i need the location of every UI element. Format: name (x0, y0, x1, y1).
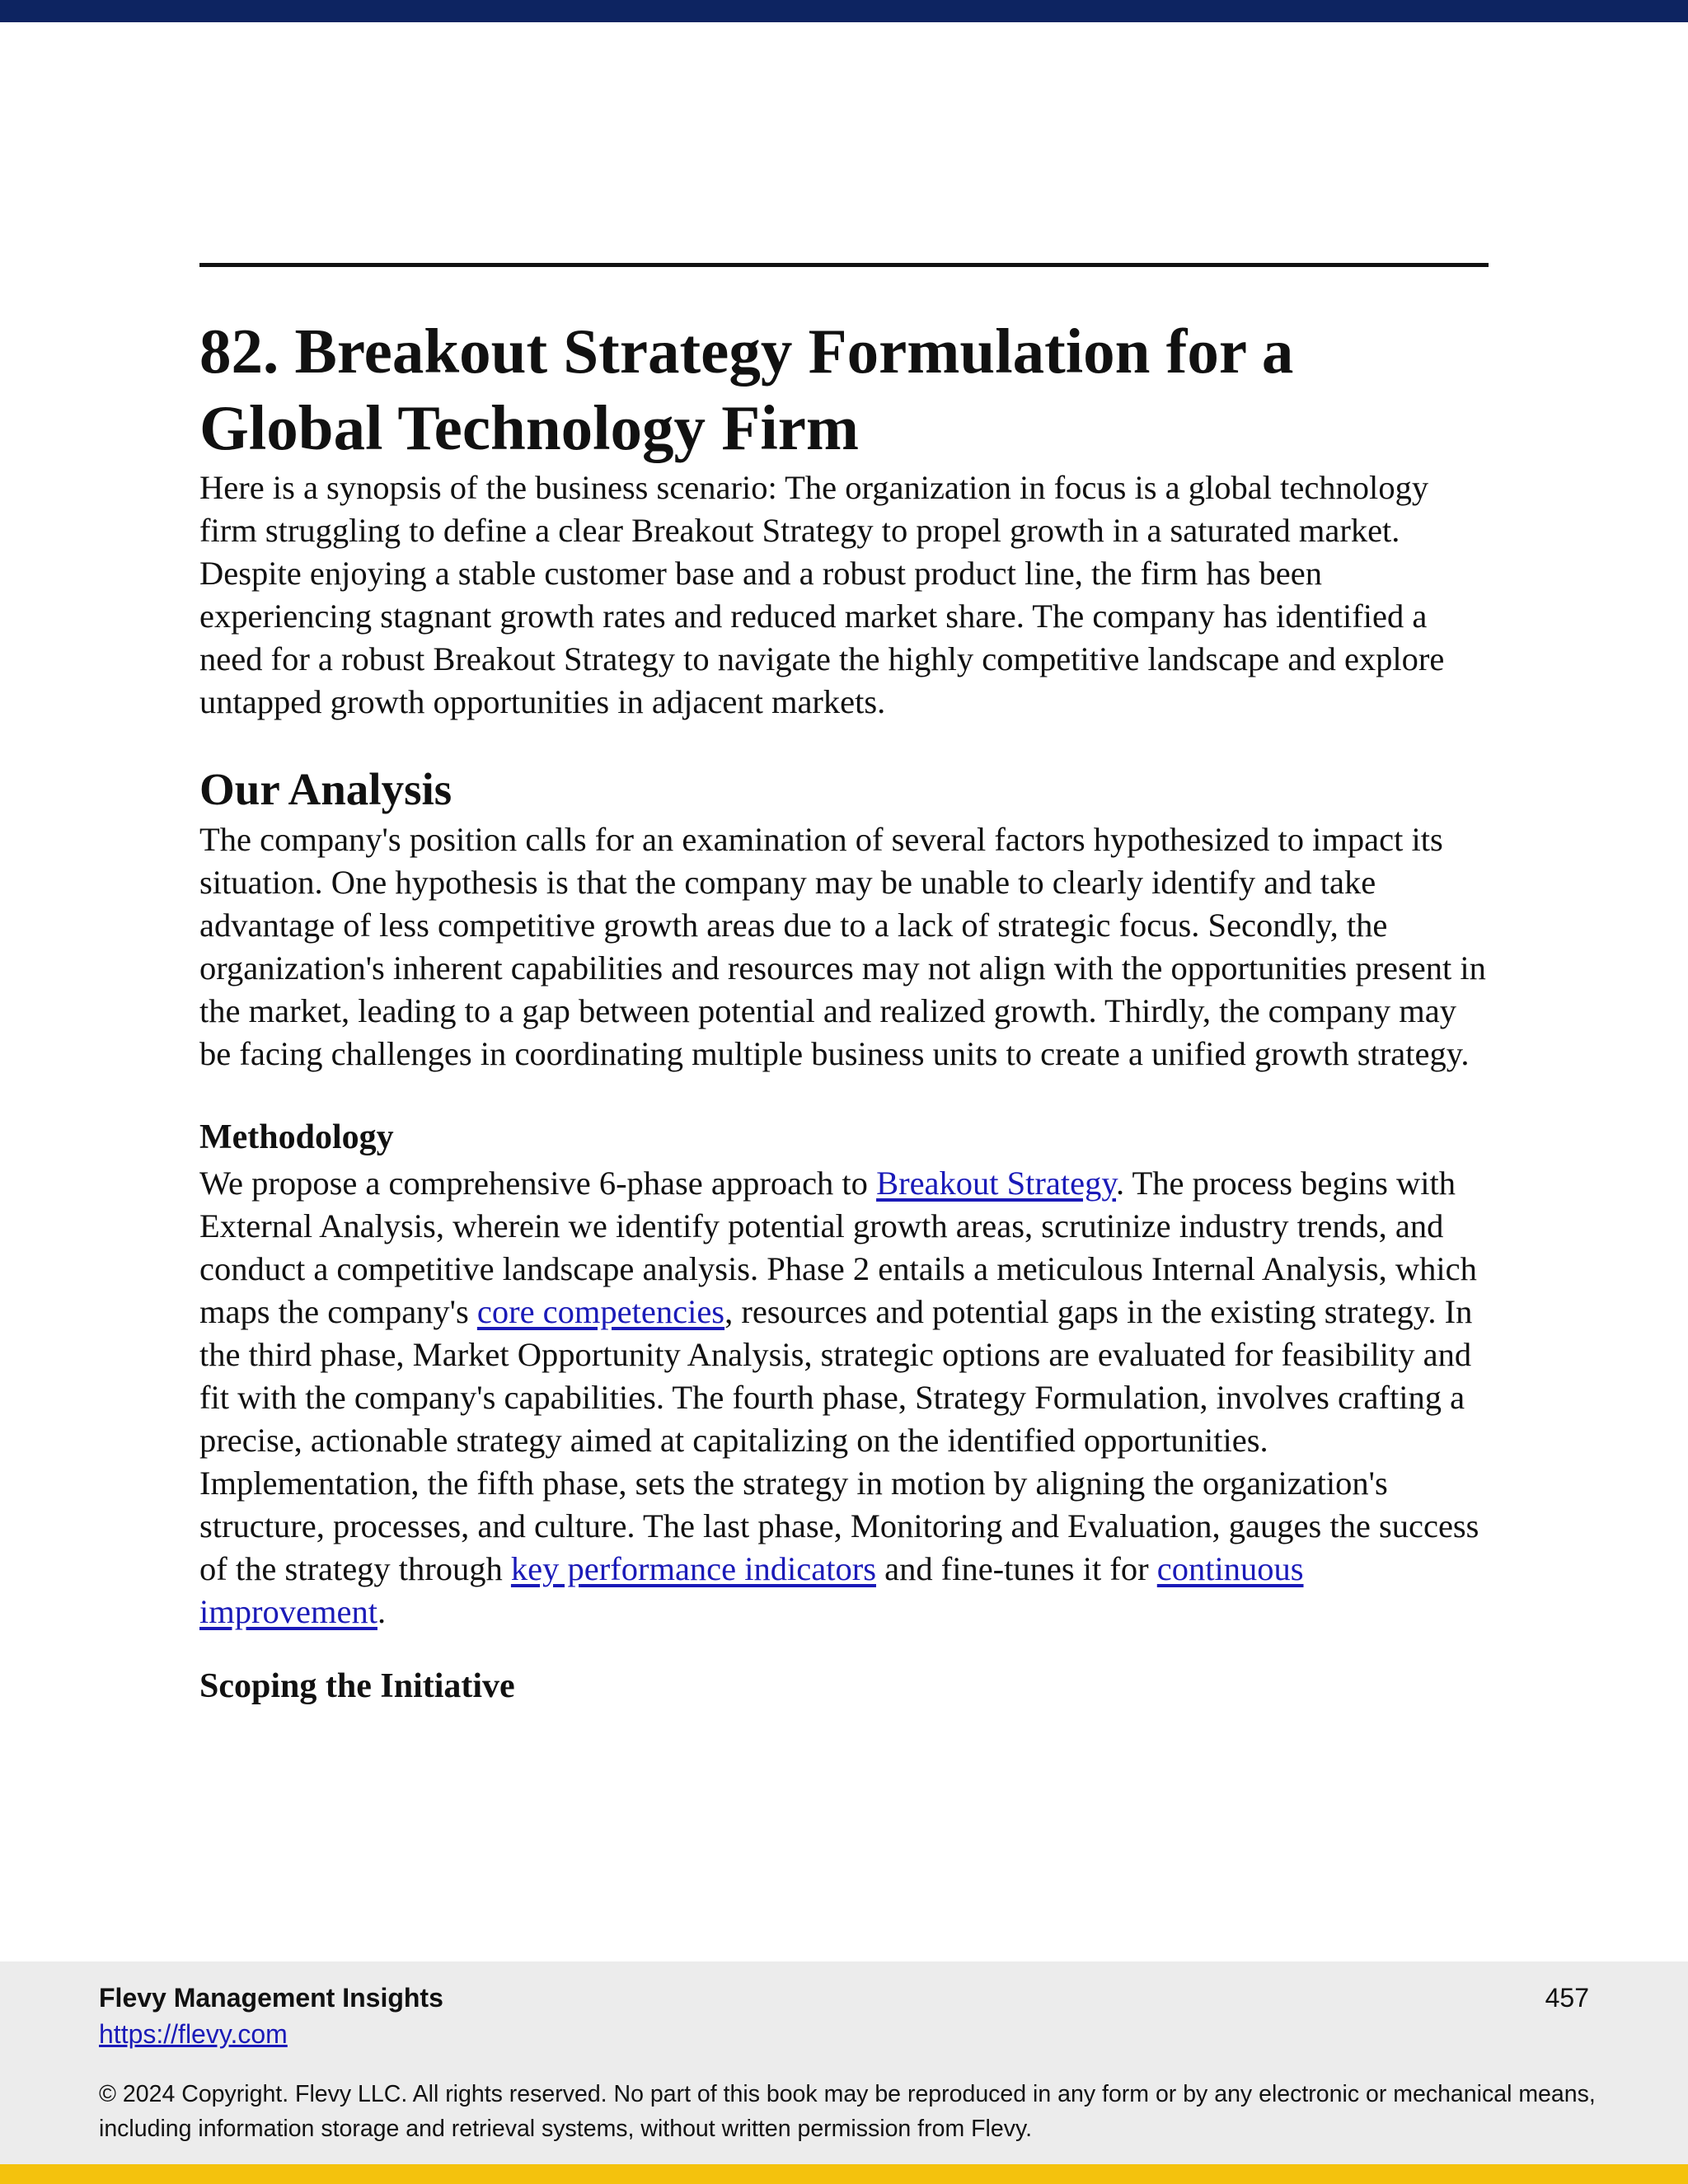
copyright-notice: © 2024 Copyright. Flevy LLC. All rights reserved. No part of this book may be reproduced in any form or by any electronic or mechanical means, including information storage and retrieval systems, without written permission from Flevy. (99, 2081, 1596, 2142)
methodology-text-5: . (377, 1593, 387, 1630)
key-performance-indicators-link[interactable]: key performance indicators (510, 1550, 876, 1587)
bottom-accent-bar (0, 2164, 1688, 2184)
methodology-text-1: We propose a comprehensive 6-phase approach to (199, 1165, 877, 1202)
methodology-text-3: , resources and potential gaps in the existing strategy. In the third phase, Market Opportunity Analysis, strategic options are evaluated for feasibility and fit with the company's capabilities. The fourth phase, Strategy Formulation, involves crafting a precise, actionable strategy aimed at capitalizing on the identified opportunities. Implementation, the fifth phase, sets the strategy in motion by aligning the organization's structure, processes, and culture. The last phase, Monitoring and Evaluation, gauges the success of the strategy through (199, 1293, 1479, 1587)
analysis-heading: Our Analysis (199, 764, 452, 814)
title-divider (199, 263, 1489, 267)
breakout-strategy-link[interactable]: Breakout Strategy (876, 1165, 1116, 1202)
footer-brand: Flevy Management Insights (99, 1983, 443, 2013)
methodology-paragraph (199, 1162, 1493, 1633)
page-footer (0, 1961, 1688, 2164)
scoping-heading: Scoping the Initiative (199, 1667, 515, 1705)
methodology-text-2: . The process begins with External Analysis, wherein we identify potential growth areas, scrutinize industry trends, and conduct a competitive landscape analysis. Phase 2 entails a meticulous Internal Analysis, which maps the company's (199, 1165, 1477, 1330)
top-accent-bar (0, 0, 1688, 22)
continuous-improvement-link[interactable]: continuous improvement (199, 1550, 1304, 1630)
analysis-paragraph: The company's position calls for an examination of several factors hypothesized to impact its situation. One hypothesis is that the company may be unable to clearly identify and take advantage of less competitive growth areas due to a lack of strategic focus. Secondly, the organization's inherent capabilities and resources may not align with the opportunities present in the market, leading to a gap between potential and realized growth. Thirdly, the company may be facing challenges in coordinating multiple business units to create a unified growth strategy. (199, 821, 1486, 1072)
page-content (199, 313, 1493, 1711)
footer-url-link[interactable]: https://flevy.com (99, 2019, 288, 2049)
page-title: 82. Breakout Strategy Formulation for a Global Technology Firm (199, 316, 1294, 463)
methodology-text-4: and fine-tunes it for (875, 1550, 1157, 1587)
core-competencies-link[interactable]: core competencies (476, 1293, 725, 1330)
page-number: 457 (1545, 1983, 1589, 2013)
methodology-heading: Methodology (199, 1118, 394, 1156)
intro-paragraph: Here is a synopsis of the business scenario: The organization in focus is a global technology firm struggling to define a clear Breakout Strategy to propel growth in a saturated market. Despite enjoying a stable customer base and a robust product line, the firm has been experiencing stagnant growth rates and reduced market share. The company has identified a need for a robust Breakout Strategy to navigate the highly competitive landscape and explore untapped growth opportunities in adjacent markets. (199, 469, 1445, 720)
